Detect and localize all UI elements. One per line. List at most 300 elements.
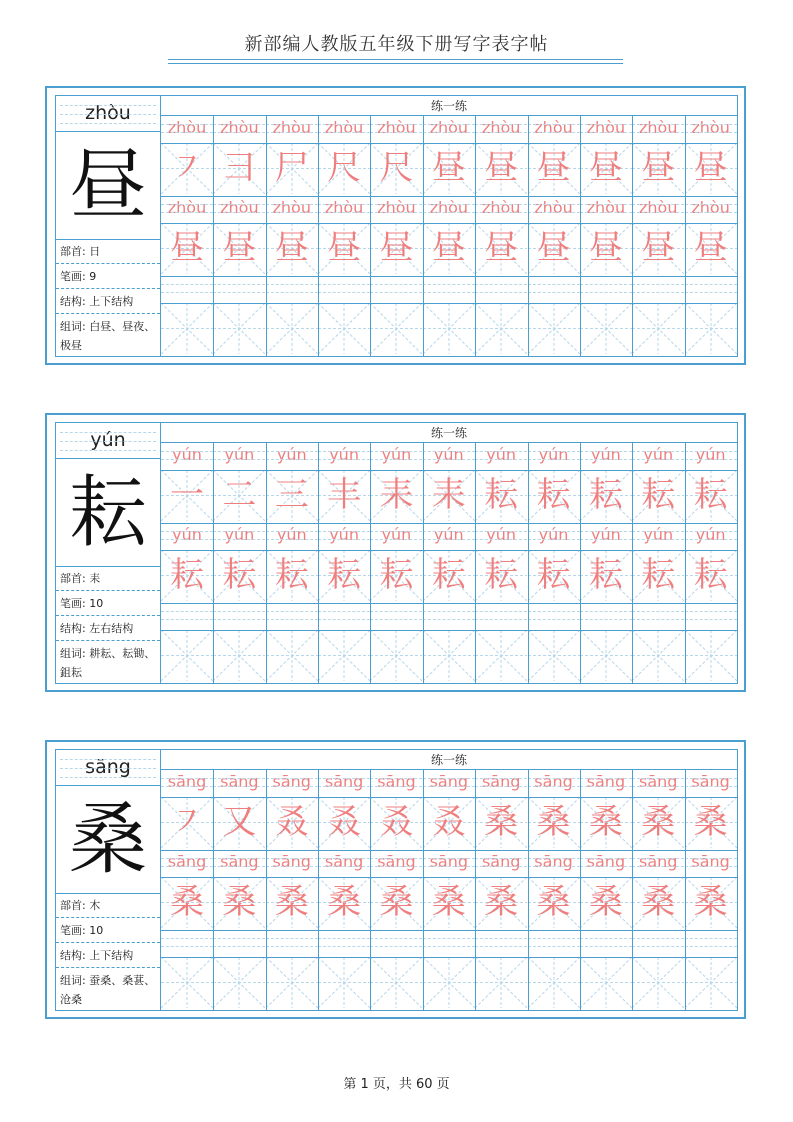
- pinyin-cell[interactable]: [370, 603, 422, 630]
- practice-column: [632, 116, 684, 356]
- practice-square[interactable]: [266, 470, 318, 521]
- practice-square[interactable]: [528, 223, 580, 274]
- pinyin-cell: [632, 523, 684, 550]
- pinyin-cell[interactable]: [213, 276, 265, 303]
- column-divider: [685, 443, 686, 683]
- pinyin-cell[interactable]: [632, 930, 684, 957]
- row-divider: [161, 630, 737, 631]
- pinyin-guide-line: [318, 451, 370, 452]
- practice-square[interactable]: [632, 223, 684, 274]
- trace-character: 耘: [588, 555, 623, 595]
- pinyin-guide-line: [423, 204, 475, 205]
- pinyin-cell: [161, 196, 213, 223]
- practice-square[interactable]: [161, 957, 213, 1008]
- pinyin-guide-line: [685, 451, 737, 452]
- pinyin-cell[interactable]: [423, 930, 475, 957]
- pinyin-guide-line: [580, 451, 632, 452]
- character-card: [45, 740, 746, 1019]
- practice-square[interactable]: [266, 797, 318, 848]
- pinyin-guide-line: [632, 866, 684, 867]
- practice-square[interactable]: [580, 550, 632, 601]
- practice-square[interactable]: [423, 877, 475, 928]
- column-divider: [632, 116, 633, 356]
- pinyin-cell[interactable]: [685, 276, 737, 303]
- mizi-guide: [528, 630, 580, 681]
- practice-square[interactable]: [213, 797, 265, 848]
- pinyin-guide-line: [685, 204, 737, 205]
- pinyin-cell: [370, 116, 422, 143]
- pinyin-trace: yún: [381, 525, 412, 544]
- pinyin-guide-line: [266, 938, 318, 939]
- practice-square[interactable]: [685, 223, 737, 274]
- radical-row-label: 部首:: [60, 899, 90, 912]
- pinyin-trace: yún: [433, 525, 464, 544]
- practice-square[interactable]: [161, 143, 213, 194]
- pinyin-cell[interactable]: [318, 930, 370, 957]
- stroke-step-character: 耒: [379, 475, 414, 515]
- practice-square[interactable]: [318, 550, 370, 601]
- trace-character: 桑: [484, 882, 519, 922]
- practice-square[interactable]: [318, 630, 370, 681]
- practice-square[interactable]: [213, 630, 265, 681]
- practice-square[interactable]: [370, 550, 422, 601]
- pinyin-cell[interactable]: [423, 603, 475, 630]
- pinyin-cell[interactable]: [213, 930, 265, 957]
- pinyin-guide-line: [60, 432, 156, 433]
- pinyin-cell[interactable]: [475, 276, 527, 303]
- pinyin-guide-line: [318, 284, 370, 285]
- pinyin-guide-line: [318, 459, 370, 460]
- mizi-guide: [370, 957, 422, 1008]
- practice-square[interactable]: [632, 470, 684, 521]
- practice-square[interactable]: [528, 470, 580, 521]
- pinyin-cell: [685, 116, 737, 143]
- pinyin-cell[interactable]: [580, 603, 632, 630]
- structure-row-value: 上下结构: [89, 295, 134, 308]
- practice-square[interactable]: [318, 957, 370, 1008]
- pinyin-guide-line: [580, 284, 632, 285]
- pinyin-guide-line: [370, 778, 422, 779]
- pinyin-trace: zhòu: [272, 118, 311, 137]
- practice-square[interactable]: [580, 143, 632, 194]
- stroke-step-character: 昼: [431, 148, 466, 188]
- pinyin-guide-line: [475, 459, 527, 460]
- pinyin-trace: yún: [172, 525, 202, 544]
- pinyin-cell: [266, 196, 318, 223]
- pinyin-cell[interactable]: [318, 603, 370, 630]
- mizi-guide: [580, 303, 632, 354]
- pinyin-cell: [423, 850, 475, 877]
- pinyin-text: sāng: [85, 756, 131, 778]
- stroke-count-row-label: 笔画:: [60, 597, 90, 610]
- row-divider: [161, 603, 737, 604]
- practice-square[interactable]: [318, 470, 370, 521]
- practice-square[interactable]: [213, 223, 265, 274]
- words-row: [56, 968, 160, 1010]
- pinyin-cell: [685, 770, 737, 797]
- practice-square[interactable]: [475, 303, 527, 354]
- practice-square[interactable]: [213, 877, 265, 928]
- row-divider: [161, 797, 737, 798]
- stroke-step-character: 叒: [431, 802, 466, 842]
- practice-square[interactable]: [528, 797, 580, 848]
- pinyin-cell[interactable]: [580, 930, 632, 957]
- pinyin-guide-line: [580, 212, 632, 213]
- radical-row: [56, 240, 160, 264]
- practice-square[interactable]: [632, 630, 684, 681]
- practice-square[interactable]: [528, 143, 580, 194]
- pinyin-cell[interactable]: [632, 603, 684, 630]
- practice-square[interactable]: [632, 303, 684, 354]
- pinyin-trace: zhòu: [691, 118, 730, 137]
- pinyin-guide-line: [318, 938, 370, 939]
- pinyin-cell[interactable]: [685, 603, 737, 630]
- practice-square[interactable]: [423, 550, 475, 601]
- words-row-value: 蚕桑、桑葚、沧桑: [60, 974, 156, 1006]
- row-divider: [161, 957, 737, 958]
- pinyin-guide-line: [528, 611, 580, 612]
- pinyin-guide-line: [685, 124, 737, 125]
- pinyin-guide-line: [475, 212, 527, 213]
- pinyin-guide-line: [60, 105, 156, 106]
- pinyin-guide-line: [685, 619, 737, 620]
- pinyin-trace: sāng: [377, 772, 416, 791]
- pinyin-guide-line: [475, 611, 527, 612]
- practice-square[interactable]: [528, 957, 580, 1008]
- pinyin-trace: zhòu: [324, 118, 364, 137]
- pinyin-cell: [213, 443, 265, 470]
- practice-square[interactable]: [266, 143, 318, 194]
- practice-square[interactable]: [318, 143, 370, 194]
- practice-square[interactable]: [685, 630, 737, 681]
- practice-square[interactable]: [423, 223, 475, 274]
- pinyin-guide-line: [266, 531, 318, 532]
- pinyin-cell: [161, 116, 213, 143]
- pinyin-guide-line: [632, 531, 684, 532]
- row-divider: [161, 303, 737, 304]
- pinyin-trace: yún: [276, 445, 307, 464]
- pinyin-guide-line: [632, 212, 684, 213]
- mizi-guide: [685, 303, 737, 354]
- practice-column: [318, 116, 370, 356]
- stroke-step-character: 丰: [327, 475, 362, 515]
- pinyin-guide-line: [632, 858, 684, 859]
- pinyin-guide-line: [528, 292, 580, 293]
- pinyin-guide-line: [318, 204, 370, 205]
- pinyin-cell[interactable]: [580, 276, 632, 303]
- practice-square[interactable]: [475, 550, 527, 601]
- pinyin-trace: yún: [538, 445, 569, 464]
- practice-column: [528, 116, 580, 356]
- practice-square[interactable]: [475, 877, 527, 928]
- pinyin-cell: [475, 770, 527, 797]
- practice-grid: [161, 750, 737, 1010]
- pinyin-guide-line: [528, 938, 580, 939]
- pinyin-trace: zhòu: [534, 118, 573, 137]
- practice-square[interactable]: [685, 957, 737, 1008]
- stroke-step-character: 尸: [274, 148, 309, 188]
- pinyin-cell[interactable]: [266, 930, 318, 957]
- practice-square[interactable]: [318, 797, 370, 848]
- practice-square[interactable]: [266, 223, 318, 274]
- pinyin-guide-line: [580, 611, 632, 612]
- pinyin-guide-line: [528, 946, 580, 947]
- pinyin-guide-line: [580, 531, 632, 532]
- pinyin-cell[interactable]: [528, 603, 580, 630]
- practice-square[interactable]: [266, 303, 318, 354]
- column-divider: [580, 443, 581, 683]
- practice-column: [423, 443, 475, 683]
- practice-square[interactable]: [632, 550, 684, 601]
- practice-square[interactable]: [580, 303, 632, 354]
- pinyin-guide-line: [423, 451, 475, 452]
- practice-square[interactable]: [423, 957, 475, 1008]
- practice-square[interactable]: [580, 630, 632, 681]
- pinyin-cell: [580, 850, 632, 877]
- pinyin-guide-line: [685, 786, 737, 787]
- practice-square[interactable]: [685, 303, 737, 354]
- practice-square[interactable]: [475, 470, 527, 521]
- practice-square[interactable]: [266, 957, 318, 1008]
- trace-character: 昼: [274, 228, 309, 268]
- practice-square[interactable]: [213, 143, 265, 194]
- pinyin-cell: [475, 443, 527, 470]
- mizi-guide: [632, 303, 684, 354]
- trace-character: 耘: [274, 555, 309, 595]
- practice-square[interactable]: [423, 470, 475, 521]
- pinyin-text: zhòu: [85, 102, 131, 124]
- practice-square[interactable]: [475, 223, 527, 274]
- title-underline: [168, 59, 623, 60]
- practice-column: [580, 116, 632, 356]
- practice-square[interactable]: [632, 957, 684, 1008]
- practice-header: 练一练: [161, 423, 737, 443]
- pinyin-cell: [161, 850, 213, 877]
- practice-square[interactable]: [475, 143, 527, 194]
- pinyin-guide-line: [632, 611, 684, 612]
- pinyin-cell[interactable]: [475, 603, 527, 630]
- pinyin-cell[interactable]: [161, 603, 213, 630]
- row-divider: [161, 470, 737, 471]
- page-title: 新部编人教版五年级下册写字表字帖: [244, 34, 549, 55]
- pinyin-cell[interactable]: [370, 276, 422, 303]
- mizi-guide: [161, 303, 213, 354]
- pinyin-trace: sāng: [220, 772, 259, 791]
- pinyin-trace: yún: [643, 445, 674, 464]
- practice-square[interactable]: [370, 797, 422, 848]
- pinyin-cell[interactable]: [266, 276, 318, 303]
- practice-square[interactable]: [370, 957, 422, 1008]
- pinyin-guide-line: [370, 284, 422, 285]
- practice-square[interactable]: [423, 797, 475, 848]
- words-row-value: 耕耘、耘锄、鉏耘: [60, 647, 156, 679]
- character-pinyin: [56, 423, 160, 459]
- practice-square[interactable]: [475, 957, 527, 1008]
- practice-square[interactable]: [423, 630, 475, 681]
- column-divider: [475, 770, 476, 1010]
- practice-square[interactable]: [161, 223, 213, 274]
- column-divider: [423, 443, 424, 683]
- pinyin-trace: zhòu: [167, 198, 207, 217]
- pinyin-cell[interactable]: [370, 930, 422, 957]
- mizi-guide: [318, 630, 370, 681]
- practice-square[interactable]: [580, 957, 632, 1008]
- column-divider: [685, 116, 686, 356]
- row-divider: [161, 143, 737, 144]
- practice-column: [161, 443, 213, 683]
- practice-square[interactable]: [161, 630, 213, 681]
- character-card: [45, 86, 746, 365]
- pinyin-cell: [318, 443, 370, 470]
- practice-square[interactable]: [161, 303, 213, 354]
- stroke-count-row-value: 10: [89, 597, 104, 610]
- pinyin-cell[interactable]: [213, 603, 265, 630]
- radical-row-value: 木: [89, 899, 101, 912]
- pinyin-guide-line: [580, 786, 632, 787]
- pinyin-guide-line: [475, 866, 527, 867]
- practice-square[interactable]: [685, 470, 737, 521]
- pinyin-guide-line: [475, 451, 527, 452]
- pinyin-guide-line: [632, 619, 684, 620]
- pinyin-cell[interactable]: [528, 276, 580, 303]
- pinyin-cell[interactable]: [528, 930, 580, 957]
- row-divider: [161, 276, 737, 277]
- practice-square[interactable]: [475, 630, 527, 681]
- pinyin-guide-line: [632, 786, 684, 787]
- practice-square[interactable]: [370, 223, 422, 274]
- practice-square[interactable]: [370, 303, 422, 354]
- pinyin-trace: yún: [329, 525, 359, 544]
- pinyin-trace: zhòu: [481, 198, 521, 217]
- practice-square[interactable]: [528, 877, 580, 928]
- practice-square[interactable]: [370, 630, 422, 681]
- practice-square[interactable]: [580, 877, 632, 928]
- row-divider: [161, 223, 737, 224]
- practice-square[interactable]: [266, 550, 318, 601]
- mizi-guide: [266, 303, 318, 354]
- pinyin-guide-line: [370, 531, 422, 532]
- pinyin-cell[interactable]: [423, 276, 475, 303]
- practice-square[interactable]: [161, 797, 213, 848]
- practice-square[interactable]: [685, 143, 737, 194]
- pinyin-guide-line: [161, 292, 213, 293]
- pinyin-cell[interactable]: [161, 276, 213, 303]
- pinyin-guide-line: [266, 619, 318, 620]
- pinyin-guide-line: [423, 284, 475, 285]
- pinyin-cell[interactable]: [161, 930, 213, 957]
- practice-square[interactable]: [370, 470, 422, 521]
- pinyin-cell: [318, 523, 370, 550]
- practice-square[interactable]: [685, 550, 737, 601]
- pinyin-cell[interactable]: [475, 930, 527, 957]
- pinyin-cell[interactable]: [632, 276, 684, 303]
- practice-square[interactable]: [213, 957, 265, 1008]
- stroke-step-character: 三: [274, 475, 309, 515]
- practice-square[interactable]: [528, 550, 580, 601]
- practice-square[interactable]: [370, 143, 422, 194]
- practice-square[interactable]: [318, 877, 370, 928]
- practice-square[interactable]: [161, 877, 213, 928]
- practice-header: 练一练: [161, 750, 737, 770]
- stroke-step-character: 桑: [641, 802, 676, 842]
- practice-square[interactable]: [580, 223, 632, 274]
- pinyin-guide-line: [318, 611, 370, 612]
- practice-square[interactable]: [685, 877, 737, 928]
- pinyin-guide-line: [213, 531, 265, 532]
- practice-square[interactable]: [318, 303, 370, 354]
- stroke-step-character: 昼: [693, 148, 728, 188]
- pinyin-cell[interactable]: [266, 603, 318, 630]
- practice-square[interactable]: [580, 797, 632, 848]
- practice-column: [632, 770, 684, 1010]
- stroke-step-character: ㇇: [170, 148, 204, 188]
- practice-square[interactable]: [528, 303, 580, 354]
- trace-character: 耘: [536, 555, 571, 595]
- structure-row: [56, 617, 160, 641]
- practice-square[interactable]: [423, 303, 475, 354]
- practice-square[interactable]: [528, 630, 580, 681]
- pinyin-guide-line: [528, 204, 580, 205]
- pinyin-guide-line: [60, 123, 156, 124]
- practice-square[interactable]: [266, 630, 318, 681]
- practice-square[interactable]: [161, 470, 213, 521]
- pinyin-cell: [370, 196, 422, 223]
- practice-square[interactable]: [632, 797, 684, 848]
- pinyin-trace: sāng: [324, 852, 364, 871]
- pinyin-guide-line: [475, 292, 527, 293]
- pinyin-trace: yún: [172, 445, 202, 464]
- pinyin-guide-line: [161, 619, 213, 620]
- practice-square[interactable]: [423, 143, 475, 194]
- practice-square[interactable]: [318, 223, 370, 274]
- practice-square[interactable]: [266, 877, 318, 928]
- character-info: [56, 750, 161, 1010]
- practice-square[interactable]: [685, 797, 737, 848]
- stroke-step-character: 昼: [641, 148, 676, 188]
- trace-character: 耘: [170, 555, 204, 595]
- practice-square[interactable]: [632, 143, 684, 194]
- pinyin-guide-line: [370, 858, 422, 859]
- practice-square[interactable]: [475, 797, 527, 848]
- pinyin-cell: [370, 770, 422, 797]
- practice-square[interactable]: [213, 470, 265, 521]
- mizi-guide: [685, 630, 737, 681]
- practice-square[interactable]: [580, 470, 632, 521]
- pinyin-guide-line: [528, 619, 580, 620]
- practice-square[interactable]: [370, 877, 422, 928]
- pinyin-trace: zhòu: [534, 198, 573, 217]
- pinyin-cell[interactable]: [685, 930, 737, 957]
- pinyin-guide-line: [318, 786, 370, 787]
- pinyin-guide-line: [580, 539, 632, 540]
- practice-square[interactable]: [213, 303, 265, 354]
- mizi-guide: [266, 957, 318, 1008]
- practice-grid: [161, 423, 737, 683]
- stroke-count-row: [56, 265, 160, 289]
- practice-square[interactable]: [213, 550, 265, 601]
- pinyin-guide-line: [266, 124, 318, 125]
- practice-square[interactable]: [161, 550, 213, 601]
- pinyin-trace: zhòu: [691, 198, 730, 217]
- card-inner: [55, 422, 738, 684]
- pinyin-guide-line: [213, 212, 265, 213]
- column-divider: [632, 770, 633, 1010]
- practice-square[interactable]: [632, 877, 684, 928]
- pinyin-cell[interactable]: [318, 276, 370, 303]
- row-divider: [161, 550, 737, 551]
- practice-column: [266, 116, 318, 356]
- pinyin-guide-line: [475, 786, 527, 787]
